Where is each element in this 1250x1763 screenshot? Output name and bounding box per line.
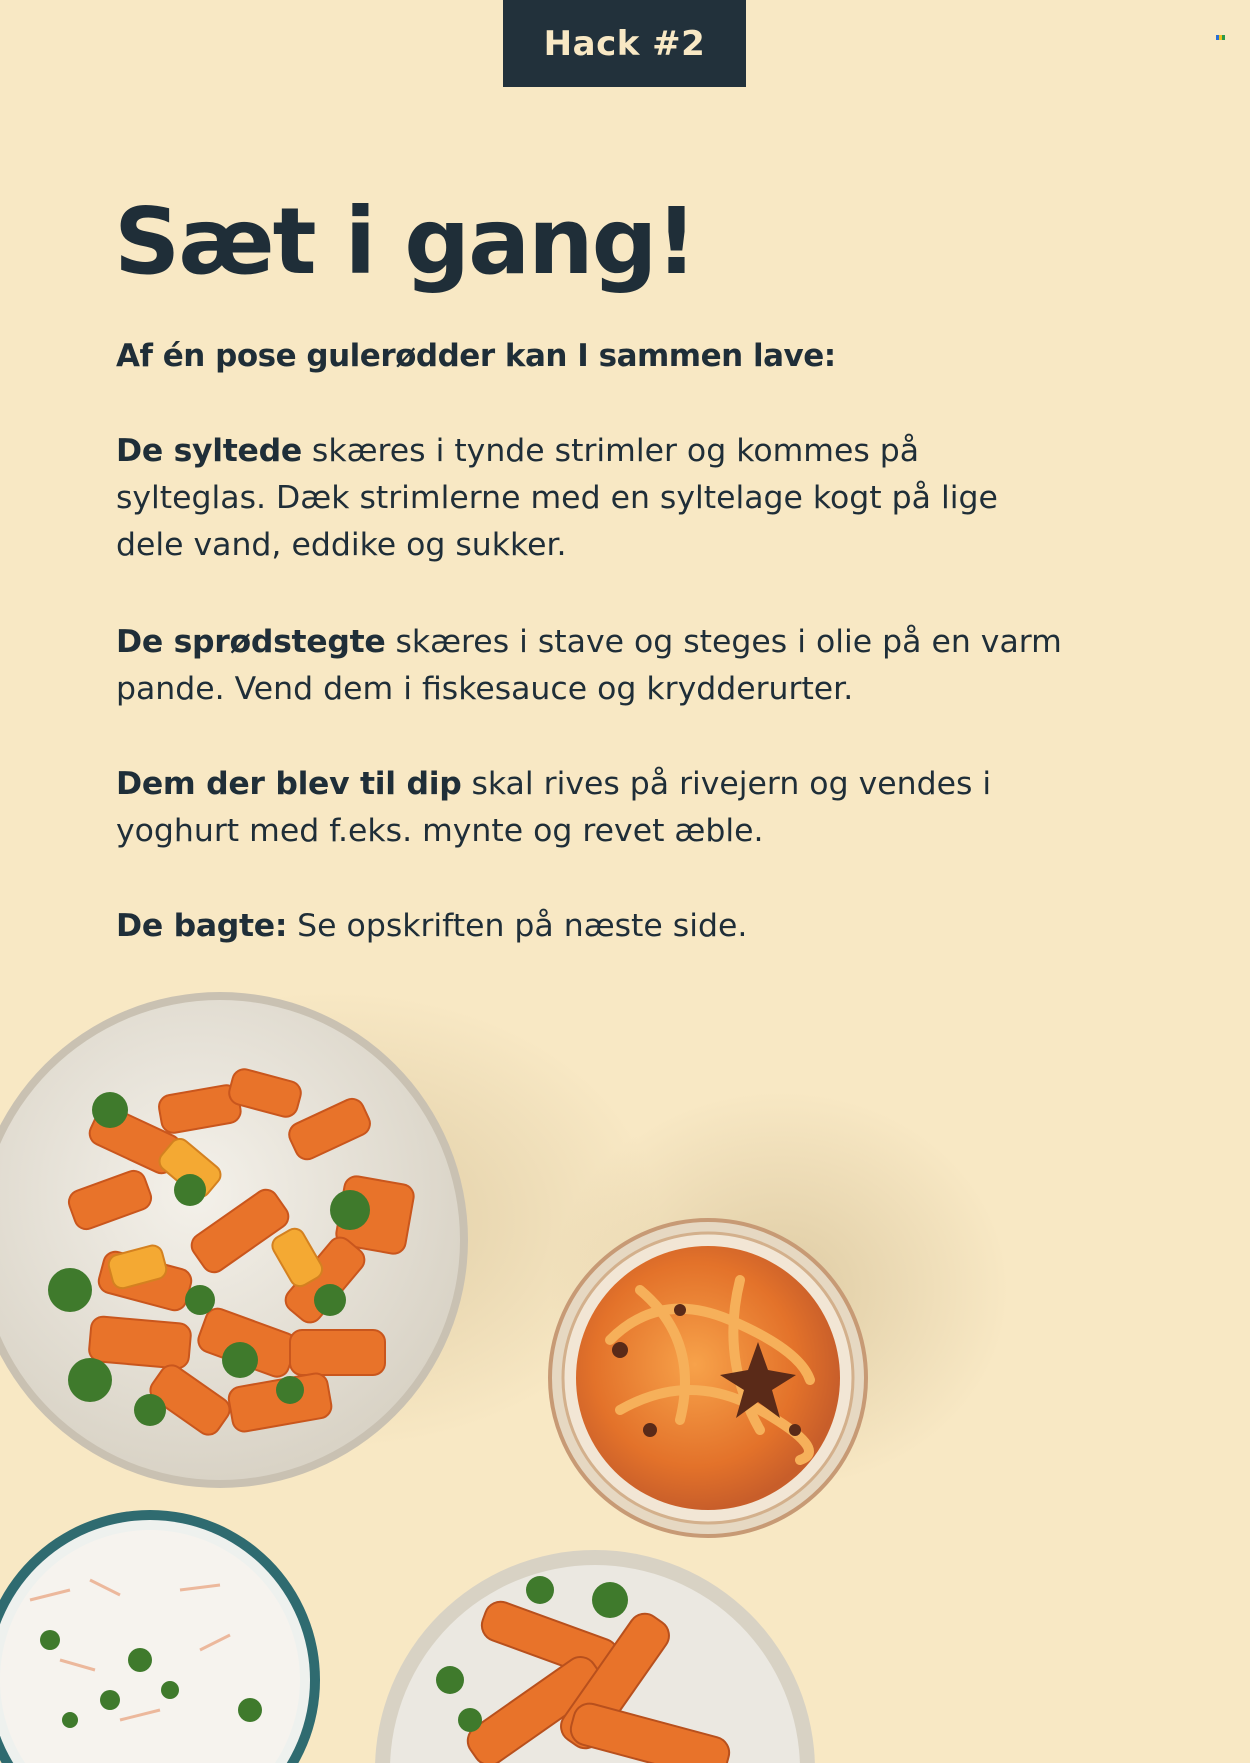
paragraph-dip <box>116 761 1066 855</box>
paragraph-crispy <box>116 619 1066 713</box>
paragraph-body: skal rives på rivejern og vendes i yoghurt med f.eks. mynte og revet æble. <box>116 766 992 849</box>
paragraph-body: skæres i tynde strimler og kommes på sylteglas. Dæk strimlerne med en syltelage kogt på lige dele vand, eddike og sukker. <box>116 433 998 563</box>
paragraph-pickled <box>116 428 1066 569</box>
paragraph-baked <box>116 903 1066 950</box>
paragraph-body: Se opskriften på næste side. <box>287 908 748 944</box>
paragraph-lead: De syltede <box>116 433 302 469</box>
hack-tab <box>503 0 746 87</box>
page-title: Sæt i gang! <box>114 188 696 295</box>
food-photo <box>0 960 1250 1763</box>
paragraph-lead: Dem der blev til dip <box>116 766 462 802</box>
paragraph-lead: De sprødstegte <box>116 624 386 660</box>
carrot-dip-bowl <box>0 1510 320 1763</box>
paragraph-body: skæres i stave og steges i olie på en varm pande. Vend dem i fiskesauce og krydderurter. <box>116 624 1062 707</box>
intro-text: Af én pose gulerødder kan I sammen lave: <box>116 338 836 374</box>
corner-mark-icon <box>1216 35 1226 41</box>
hack-tab-label: Hack #2 <box>543 23 706 64</box>
pickled-carrots-jar <box>550 1220 866 1536</box>
baked-carrots-plate <box>375 1550 815 1763</box>
paragraph-lead: De bagte: <box>116 908 288 944</box>
